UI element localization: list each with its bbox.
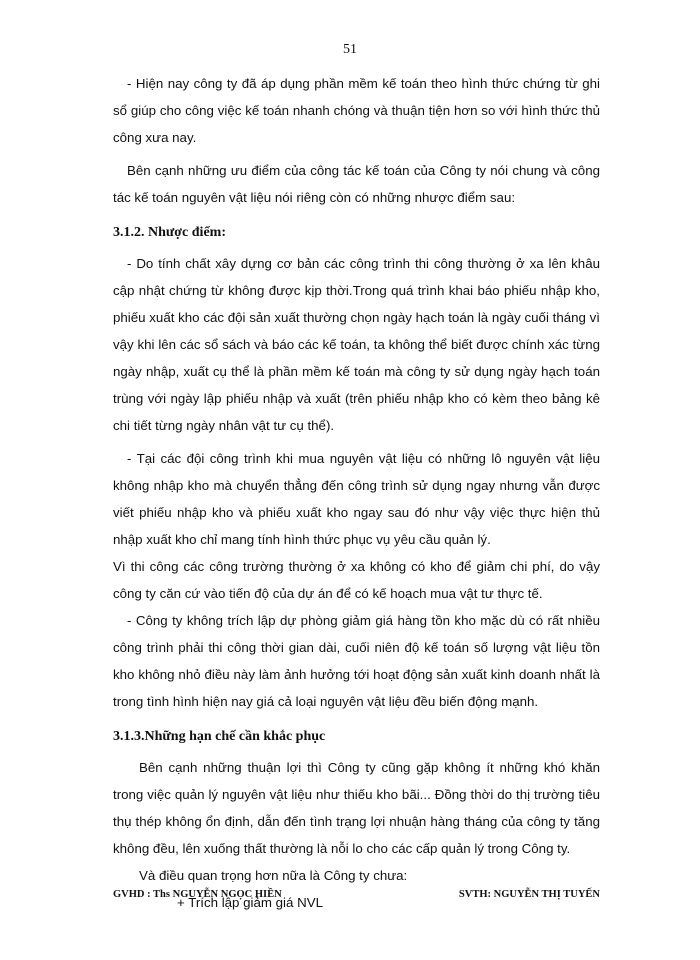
paragraph-intro-weaknesses: Bên cạnh những ưu điểm của công tác kế toán của Công ty nói chung và công tác kế toán nguyên vật liệu nói riêng còn có những nhược điểm sau: (113, 163, 600, 205)
paragraph-weakness-3: Vì thi công các công trường thường ở xa không có kho để giảm chi phí, do vậy công ty căn cứ vào tiến độ của dự án để có kế hoạch mua vật tư thực tế. (113, 559, 600, 601)
footer-supervisor: GVHD : Ths NGUYỄN NGỌC HIỀN (113, 889, 282, 900)
page-number: 51 (343, 42, 357, 57)
heading-3-1-2: 3.1.2. Nhược điểm: (113, 225, 226, 240)
paragraph-company-not-yet: Và điều quan trọng hơn nữa là Công ty chưa: (139, 868, 408, 883)
footer-student: SVTH: NGUYỄN THỊ TUYẾN (458, 889, 600, 900)
paragraph-weakness-2: - Tại các đội công trình khi mua nguyên vật liệu có những lô nguyên vật liệu không nhập kho mà chuyển thẳng đến công trình sử dụng ngay nhưng vẫn được viết phiếu nhập kho và phiếu xuất kho ngay sau đó như vậy việc thực hiện thủ nhập xuất kho chỉ mang tính hình thức phục vụ yêu cầu quản lý. (113, 451, 600, 547)
heading-3-1-3: 3.1.3.Những hạn chế cần khắc phục (113, 729, 326, 744)
document-body (113, 70, 600, 916)
paragraph-weakness-1: - Do tính chất xây dựng cơ bản các công trình thi công thường ở xa lên khâu cập nhật chứng từ không được kịp thời.Trong quá trình khai báo phiếu nhập kho, phiếu xuất kho các đội sản xuất thường chọn ngày hạch toán là ngày cuối tháng vì vậy khi lên các sổ sách và báo các kế toán, ta không thể biết được chính xác từng ngày nhập, xuất cụ thể là phần mềm kế toán mà công ty sử dụng ngày hạch toán trùng với ngày lập phiếu nhập và xuất (trên phiếu nhập kho có kèm theo bảng kê chi tiết từng ngày nhân vật tư cụ thể). (113, 256, 600, 433)
paragraph-software: - Hiện nay công ty đã áp dụng phần mềm kế toán theo hình thức chứng từ ghi sổ giúp cho công việc kế toán nhanh chóng và thuận tiện hơn so với hình thức thủ công xưa nay. (113, 76, 600, 145)
bullet-provision: + Trích lập giảm giá NVL (177, 895, 323, 910)
paragraph-limitations: Bên cạnh những thuận lợi thì Công ty cũng gặp không ít những khó khăn trong việc quản lý nguyên vật liệu như thiếu kho bãi... Đồng thời do thị trường tiêu thụ thép không ổn định, dẫn đến tình trạng lợi nhuận hàng tháng của công ty tăng không đều, lên xuống thất thường là nỗi lo cho các cấp quản lý trong Công ty. (113, 760, 600, 856)
page-footer (113, 889, 600, 900)
paragraph-weakness-4: - Công ty không trích lập dự phòng giảm giá hàng tồn kho mặc dù có rất nhiều công trình phải thi công thời gian dài, cuối niên độ kế toán số lượng vật liệu tồn kho không nhỏ điều này làm ảnh hưởng tới hoạt động sản xuất kinh doanh nhất là trong tình hình hiện nay giá cả loại nguyên vật liệu đều biến động mạnh. (113, 613, 600, 709)
